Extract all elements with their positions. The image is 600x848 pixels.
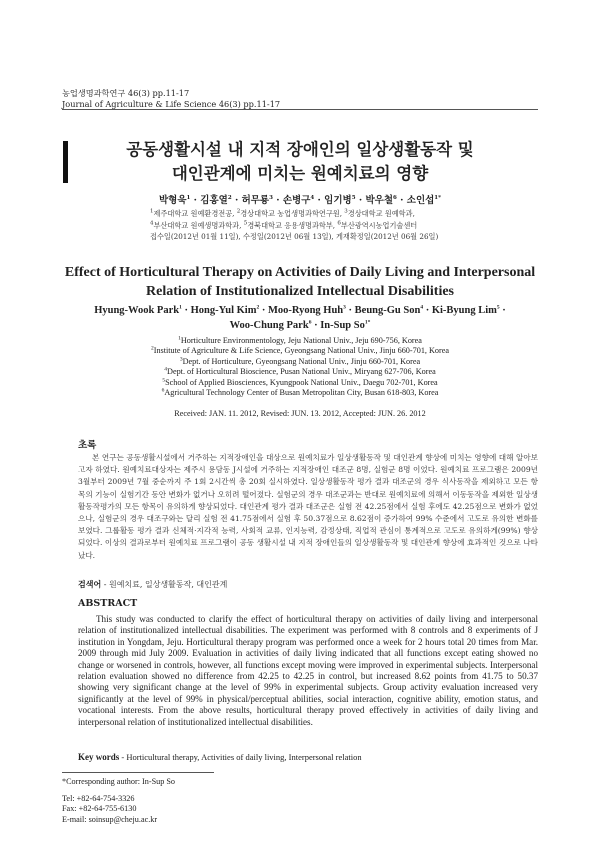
- title-accent-bar: [63, 141, 68, 183]
- footnote: [62, 777, 175, 825]
- korean-abstract: 본 연구는 공동생활시설에서 거주하는 지적장애인을 대상으로 원예치료가 일상생활동작 및 대인관계 향상에 미치는 영향에 대해 알아보고자 하였다. 원예치료대상자는 제주시 용담동 J시설에 거주하는 지적장애인 대조군 8명, 실험군 8명 이었다. 원예치료 프로그램은 2009년 3월부터 2009년 7월 중순까지 주 1회 2시간씩 총 20회 실시하였다. 일상생활동작 평가 결과 대조군의 경우 식사동작을 제외하고 모든 항목의 기능이 실험기간 동안 변화가 없거나 오히려 떨어졌다. 실험군의 경우 대조군과는 반대로 원예치료에 의해서 이동동작을 제외한 일상생활동작평가의 모든 항목이 유의하게 향상되었다. 대인관계 평가 결과 대조군은 실험 전 42.25점에서 실험 후에도 42.25점으로 변화가 없었으나, 실험군의 경우 대조구와는 달리 실험 전 41.75점에서 실험 후 50.37점으로 8.62점이 증가하여 99% 수준에서 고도로 유의한 변화를 보였다. 그룹활동 평가 결과 신체적·지각적 능력, 사회적 교류, 인지능력, 감정상태, 직업적 관심이 통계적으로 고도로 유의하게(99%) 향상되었다. 이상의 결과로부터 원예치료 프로그램이 공동 생활시설 내 지적 장애인들의 일상생활동작 및 대인관계 향상에 효과적인 것으로 나타났다.: [78, 453, 538, 560]
- footnote-email: E-mail: soinsup@cheju.ac.kr: [62, 814, 158, 824]
- english-abstract-heading: ABSTRACT: [78, 598, 138, 609]
- journal-citation-ko: 농업생명과학연구 46(3) pp.11-17: [62, 88, 190, 98]
- english-title-line: Effect of Horticultural Therapy on Activities of Daily Living and Interpersonal: [64, 265, 536, 280]
- author-ko: 소인섭$^{1*}$: [406, 194, 441, 206]
- author-ko: 박우철$^6$: [365, 194, 397, 206]
- english-title: [40, 263, 560, 301]
- affiliation-en: $^2$Institute of Agriculture & Life Science, Gyeongsang National Univ., Jinju 660-701, Korea: [150, 345, 450, 356]
- affiliation-en: $^6$Agricultural Technology Center of Busan Metropolitan City, Busan 618-803, Korea: [161, 387, 439, 398]
- author-en: Hong-Yul Kim$^2$: [190, 304, 260, 316]
- affiliation-ko: $^3$경상대학교 원예학과,: [344, 208, 415, 218]
- journal-header: [62, 88, 280, 110]
- author-en: Moo-Ryong Huh$^3$: [267, 304, 346, 316]
- english-keywords-label: Key words: [78, 752, 120, 762]
- author-en: Woo-Chung Park$^6$: [229, 319, 312, 331]
- english-authors: Hyung-Wook Park$^1$ · Hong-Yul Kim$^2$ · Moo-Ryong Huh$^3$ · Beung-Gu Son$^4$ · Ki-Byung Lim$^5$ · Woo-Chung Park$^6$ · In-Sup $So^{1*}$: [94, 304, 506, 331]
- received-dates: Received: JAN. 11. 2012, Revised: JUN. 13. 2012, Accepted: JUN. 26. 2012: [174, 409, 426, 418]
- affiliation-ko: $^6$부산광역시농업기술센터: [337, 220, 418, 230]
- footnote-rule: [62, 772, 214, 773]
- author-ko: 임기병$^5$: [324, 194, 356, 206]
- korean-keywords-list: - 원예치료, 일상생활동작, 대인관계: [101, 580, 228, 589]
- affiliation-en: $^1$Horticulture Environmentology, Jeju National Univ., Jeju 690-756, Korea: [178, 335, 422, 345]
- affiliation-ko: $^4$부산대학교 원예생명과학과,: [150, 220, 244, 230]
- affiliation-en: $^5$School of Applied Biosciences, Kyungpook National Univ., Daegu 702-701, Korea: [162, 376, 438, 387]
- affiliation-ko: $^1$제주대학교 원예환경전공,: [150, 208, 237, 218]
- corresponding-author: *Corresponding author: In-Sup So: [62, 777, 176, 786]
- affiliation-ko: $^2$경상대학교 농업생명과학연구원,: [236, 208, 345, 218]
- english-abstract: This study was conducted to clarify the effect of horticultural therapy on activities of daily living and interpersonal relation of institutionalized intellectual disabilities. The experiment was performed with 8 controls and 8 experiments of J institution in Yongdam, Jeju. Horticultural therapy program was performed once a week for 2 hours total 20 times from Mar. 2009 through mid July 2009. Evaluation in activities of daily living indicated that all functions except eating showed no change or worsened in controls, however, all functions except moving were improved in experimental subjects. Interpersonal relation evaluation showed no difference from 42.25 to 42.25 in control, but increased 8.62 points from 41.75 to 50.37 showing very significant change at the level of 99% in experimental subjects. Group activity evaluation increased very significantly at the level of 99% in physical/perceptual abilities, social interaction, cognitive ability, emotion status, and vocational interests. From the above results, horticultural therapy proved effectively in activities of daily living and interpersonal relation of institutionalized intellectual disabilities.: [78, 614, 538, 727]
- author-ko: 김홍열$^2$: [200, 194, 232, 206]
- author-ko: 허무룡$^3$: [241, 194, 273, 206]
- author-ko: 손병구$^4$: [282, 194, 315, 206]
- korean-title-line: 공동생활시설 내 지적 장애인의 일상생활동작 및: [126, 140, 474, 159]
- korean-keywords: [78, 579, 227, 590]
- author-en: Hyung-Wook Park$^1$: [94, 304, 182, 316]
- footnote-tel: Tel: +82-64-754-3326: [62, 793, 135, 803]
- journal-citation-en: Journal of Agriculture & Life Science 46(3) pp.11-17: [62, 99, 281, 109]
- affiliation-ko: $^5$경북대학교 응용생명과학부,: [243, 220, 338, 230]
- author-en: Ki-Byung Lim$^5$: [431, 304, 500, 316]
- author-ko: 박형욱$^1$: [158, 194, 191, 206]
- header-rule: [62, 109, 538, 110]
- korean-keywords-label: 검색어: [78, 579, 102, 589]
- author-en: Beung-Gu Son$^4$: [354, 304, 424, 316]
- korean-title: [70, 138, 530, 186]
- korean-title-line: 대인관계에 미치는 원예치료의 영향: [171, 164, 429, 183]
- english-affiliations: [40, 336, 560, 398]
- affiliation-en: $^4$Dept. of Horticultural Bioscience, Pusan National Univ., Miryang 627-706, Korea: [164, 366, 436, 377]
- english-keywords: [78, 752, 538, 762]
- english-keywords-list: - Horticultural therapy, Activities of daily living, Interpersonal relation: [119, 752, 362, 762]
- affiliation-en: $^3$Dept. of Horticulture, Gyeongsang National Univ., Jinju 660-701, Korea: [179, 356, 421, 366]
- footnote-fax: Fax: +82-64-755-6130: [62, 804, 137, 814]
- english-title-line: Relation of Institutionalized Intellectual Disabilities: [146, 284, 454, 299]
- korean-abstract-heading: 초록: [78, 440, 97, 451]
- korean-affiliations: [150, 208, 510, 243]
- korean-authors: 박형욱$^1$ · 김홍열$^2$ · 허무룡$^3$ · 손병구$^4$ · 임기병$^5$ · 박우철$^6$ · 소인섭$^{1*}$: [158, 194, 441, 206]
- author-en: In-Sup $So^{1*}$: [320, 319, 371, 331]
- dates-ko: 접수일(2012년 01월 11일), 수정일(2012년 06월 13일), 게재확정일(2012년 06월 26일): [150, 232, 439, 241]
